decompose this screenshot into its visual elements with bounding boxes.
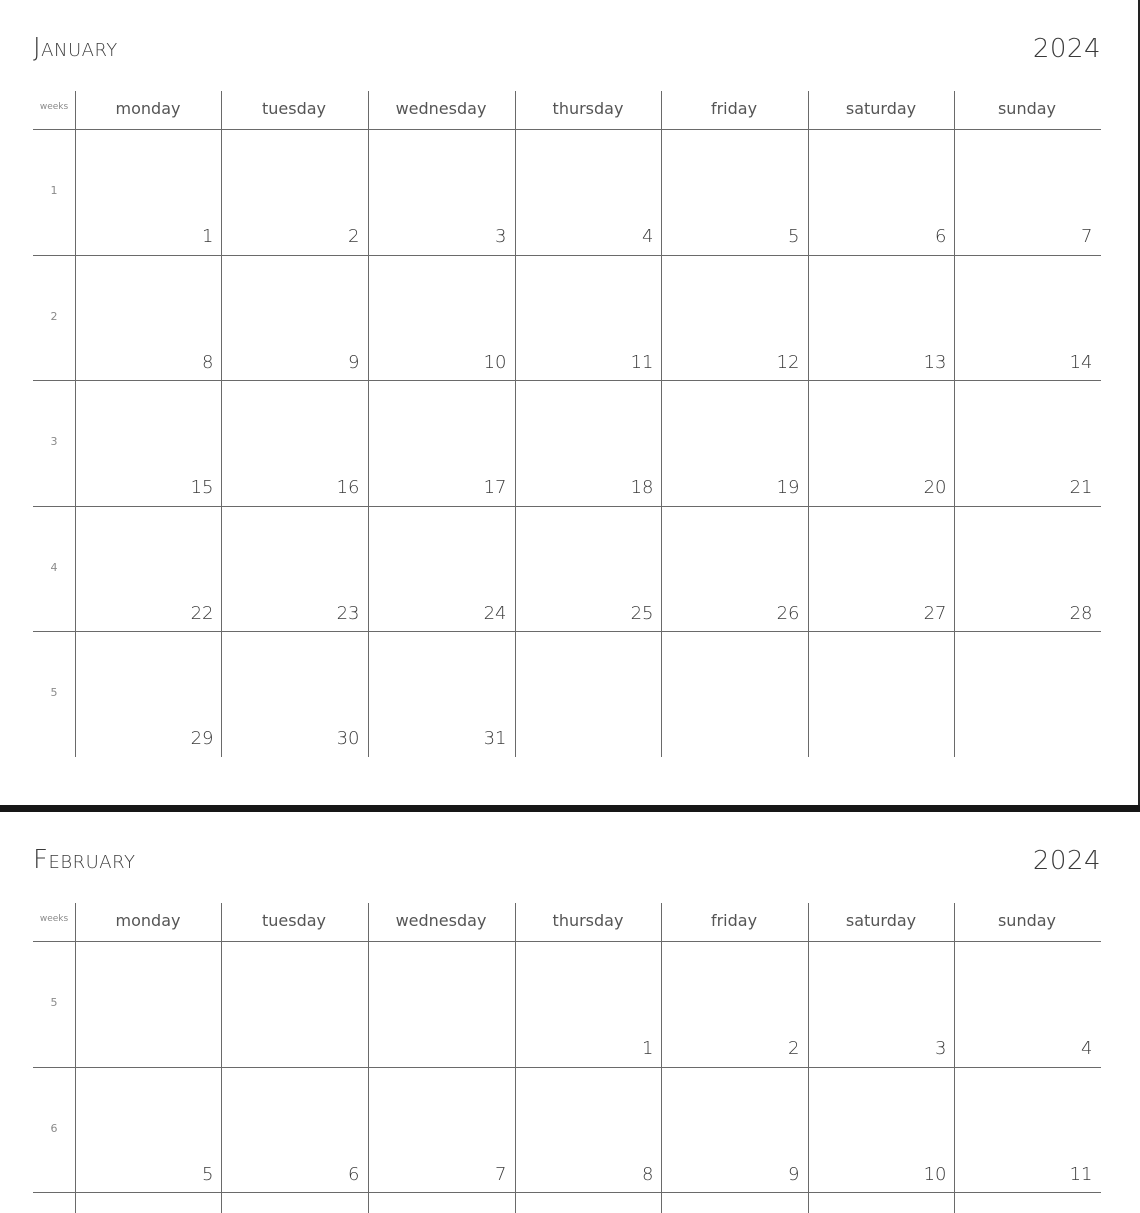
- grid-column-line: [368, 903, 369, 1213]
- day-header: sunday: [997, 99, 1057, 118]
- day-cell-date[interactable]: 1: [202, 226, 214, 247]
- day-cell-date[interactable]: 19: [776, 477, 800, 498]
- row-rule: [33, 506, 1101, 507]
- grid-column-line: [221, 903, 222, 1213]
- day-cell-date[interactable]: 21: [1069, 477, 1093, 498]
- row-rule: [33, 1067, 1101, 1068]
- day-cell-date[interactable]: 8: [202, 351, 214, 373]
- day-cell-date[interactable]: 30: [336, 728, 360, 749]
- day-cell-date[interactable]: 7: [495, 1163, 507, 1185]
- day-cell-date[interactable]: 9: [788, 1163, 800, 1185]
- grid-column-line: [221, 91, 222, 757]
- day-header: wednesday: [395, 99, 487, 118]
- day-cell-date[interactable]: 3: [935, 1038, 947, 1059]
- day-cell-date[interactable]: 11: [630, 351, 654, 373]
- grid-column-line: [661, 91, 662, 757]
- day-header: sunday: [997, 911, 1057, 930]
- week-number: 5: [50, 996, 58, 1009]
- weeks-column-label: weeks: [39, 102, 69, 112]
- week-number: 6: [50, 1121, 58, 1135]
- grid-column-line: [954, 903, 955, 1213]
- header-rule: [33, 941, 1101, 942]
- day-header: wednesday: [395, 911, 487, 930]
- day-header: monday: [115, 99, 181, 118]
- grid-column-line: [368, 91, 369, 757]
- month-title: February: [33, 845, 136, 875]
- day-cell-date[interactable]: 16: [336, 477, 360, 498]
- day-header: monday: [115, 911, 181, 930]
- day-cell-date[interactable]: 10: [923, 1163, 947, 1185]
- grid-column-line: [75, 903, 76, 1213]
- day-header: thursday: [552, 99, 624, 118]
- week-number: 3: [50, 435, 58, 448]
- day-header: friday: [710, 911, 758, 930]
- month-title: January: [33, 33, 118, 63]
- day-header: friday: [710, 99, 758, 118]
- day-cell-date[interactable]: 23: [336, 602, 360, 624]
- day-cell-date[interactable]: 15: [190, 477, 214, 498]
- week-number: 5: [50, 686, 58, 699]
- grid-column-line: [808, 91, 809, 757]
- day-cell-date[interactable]: 13: [923, 351, 947, 373]
- day-cell-date[interactable]: 14: [1069, 351, 1093, 373]
- day-header: saturday: [845, 99, 917, 118]
- grid-column-line: [515, 91, 516, 757]
- february-calendar-page: [0, 812, 1140, 1213]
- grid-column-line: [661, 903, 662, 1213]
- day-cell-date[interactable]: 6: [935, 226, 947, 247]
- weeks-column-label: weeks: [39, 914, 69, 924]
- week-number: 1: [50, 184, 58, 197]
- day-header: thursday: [552, 911, 624, 930]
- day-cell-date[interactable]: 2: [348, 226, 360, 247]
- day-cell-date[interactable]: 25: [630, 602, 654, 624]
- week-number: 2: [50, 309, 58, 323]
- row-rule: [33, 631, 1101, 632]
- day-cell-date[interactable]: 20: [923, 477, 947, 498]
- week-number: 4: [50, 560, 58, 574]
- day-cell-date[interactable]: 4: [642, 226, 654, 247]
- grid-column-line: [75, 91, 76, 757]
- header-rule: [33, 129, 1101, 130]
- grid-column-line: [954, 91, 955, 757]
- grid-column-line: [515, 903, 516, 1213]
- day-header: saturday: [845, 911, 917, 930]
- day-cell-date[interactable]: 11: [1069, 1163, 1093, 1185]
- row-rule: [33, 1192, 1101, 1193]
- day-cell-date[interactable]: 5: [788, 226, 800, 247]
- day-cell-date[interactable]: 8: [642, 1163, 654, 1185]
- day-cell-date[interactable]: 31: [483, 728, 507, 749]
- day-cell-date[interactable]: 27: [923, 602, 947, 624]
- day-cell-date[interactable]: 4: [1081, 1038, 1093, 1059]
- day-cell-date[interactable]: 18: [630, 477, 654, 498]
- page-divider: [0, 805, 1140, 812]
- day-cell-date[interactable]: 10: [483, 351, 507, 373]
- day-cell-date[interactable]: 26: [776, 602, 800, 624]
- day-cell-date[interactable]: 2: [788, 1038, 800, 1059]
- day-header: tuesday: [261, 911, 327, 930]
- day-cell-date[interactable]: 17: [483, 477, 507, 498]
- row-rule: [33, 380, 1101, 381]
- day-cell-date[interactable]: 9: [348, 351, 360, 373]
- year-label: 2024: [1032, 846, 1101, 876]
- day-cell-date[interactable]: 3: [495, 226, 507, 247]
- day-cell-date[interactable]: 28: [1069, 602, 1093, 624]
- row-rule: [33, 255, 1101, 256]
- day-cell-date[interactable]: 6: [348, 1163, 360, 1185]
- day-cell-date[interactable]: 1: [642, 1038, 654, 1059]
- grid-column-line: [808, 903, 809, 1213]
- day-cell-date[interactable]: 22: [190, 602, 214, 624]
- day-cell-date[interactable]: 7: [1081, 226, 1093, 247]
- day-cell-date[interactable]: 24: [483, 602, 507, 624]
- year-label: 2024: [1032, 34, 1101, 64]
- day-header: tuesday: [261, 99, 327, 118]
- day-cell-date[interactable]: 29: [190, 728, 214, 749]
- day-cell-date[interactable]: 12: [776, 351, 800, 373]
- day-cell-date[interactable]: 5: [202, 1163, 214, 1185]
